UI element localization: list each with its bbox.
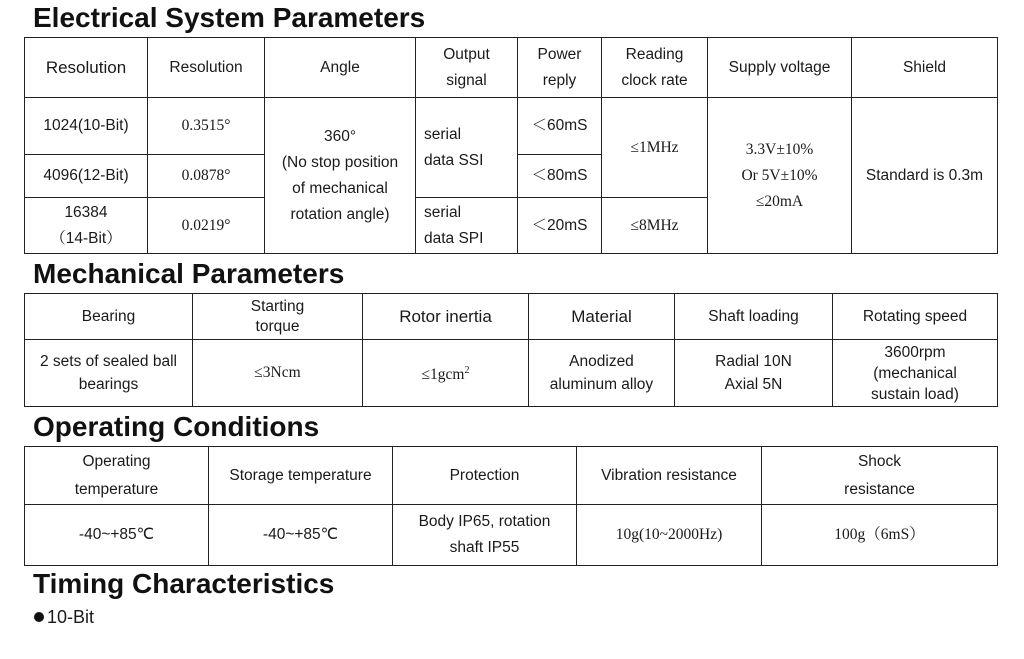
shock-resistance-value: 100g（6mS） [762,505,998,566]
header-starting-torque: Starting torque [193,294,363,340]
header-vibration-resistance: Vibration resistance [577,447,762,505]
electrical-header-row [25,38,998,98]
inertia-exponent: 2 [464,364,470,376]
reply-10bit: ＜60mS [518,98,602,155]
angle-cell: 360° (No stop position of mechanical rotation angle) [265,98,416,254]
torque-value: ≤3Ncm [193,340,363,407]
shaft-loading-value: Radial 10N Axial 5N [675,340,833,407]
header-power-reply: Power reply [518,38,602,98]
resolution-14bit: 16384 （14-Bit） [25,198,148,254]
timing-heading: Timing Characteristics [33,568,335,599]
operating-temperature-value: -40~+85℃ [25,505,209,566]
shield-cell: Standard is 0.3m [852,98,998,254]
electrical-table [24,37,998,254]
header-storage-temperature: Storage temperature [209,447,393,505]
electrical-heading: Electrical System Parameters [33,2,426,33]
bearing-value: 2 sets of sealed ball bearings [25,340,193,407]
operating-header-row [25,447,998,505]
reply-14bit: ＜20mS [518,198,602,254]
header-shaft-loading: Shaft loading [675,294,833,340]
header-rotor-inertia: Rotor inertia [363,294,529,340]
inertia-value [363,340,529,407]
table-row [25,505,998,566]
header-resolution: Resolution [25,38,148,98]
timing-bullet-item [34,606,94,628]
operating-table [24,446,998,566]
header-output-signal: Output signal [416,38,518,98]
material-value: Anodized aluminum alloy [529,340,675,407]
output-ssi-cell: serial data SSI [416,98,518,198]
header-material: Material [529,294,675,340]
header-rotating-speed: Rotating speed [833,294,998,340]
supply-voltage-cell: 3.3V±10% Or 5V±10% ≤20mA [708,98,852,254]
degrees-12bit: 0.0878° [148,155,265,198]
resolution-12bit: 4096(12-Bit) [25,155,148,198]
vibration-resistance-value: 10g(10~2000Hz) [577,505,762,566]
bullet-icon [34,612,44,622]
degrees-14bit: 0.0219° [148,198,265,254]
degrees-10bit: 0.3515° [148,98,265,155]
header-supply-voltage: Supply voltage [708,38,852,98]
header-operating-temperature: Operating temperature [25,447,209,505]
mechanical-heading: Mechanical Parameters [33,258,345,289]
table-row [25,98,998,155]
resolution-10bit: 1024(10-Bit) [25,98,148,155]
reply-12bit: ＜80mS [518,155,602,198]
protection-value: Body IP65, rotation shaft IP55 [393,505,577,566]
header-reading-clock-rate: Reading clock rate [602,38,708,98]
table-row [25,340,998,407]
header-angle: Angle [265,38,416,98]
operating-heading: Operating Conditions [33,411,320,442]
clock-rate-ssi: ≤1MHz [602,98,708,198]
output-spi-cell: serial data SPI [416,198,518,254]
header-protection: Protection [393,447,577,505]
header-shock-resistance: Shock resistance [762,447,998,505]
inertia-base: ≤1gcm [421,366,465,384]
storage-temperature-value: -40~+85℃ [209,505,393,566]
header-shield: Shield [852,38,998,98]
mechanical-header-row [25,294,998,340]
timing-bullet-label: 10-Bit [47,607,95,627]
clock-rate-spi: ≤8MHz [602,198,708,254]
rotating-speed-value: 3600rpm (mechanical sustain load) [833,340,998,407]
mechanical-table [24,293,998,407]
header-resolution-degrees: Resolution [148,38,265,98]
header-bearing: Bearing [25,294,193,340]
